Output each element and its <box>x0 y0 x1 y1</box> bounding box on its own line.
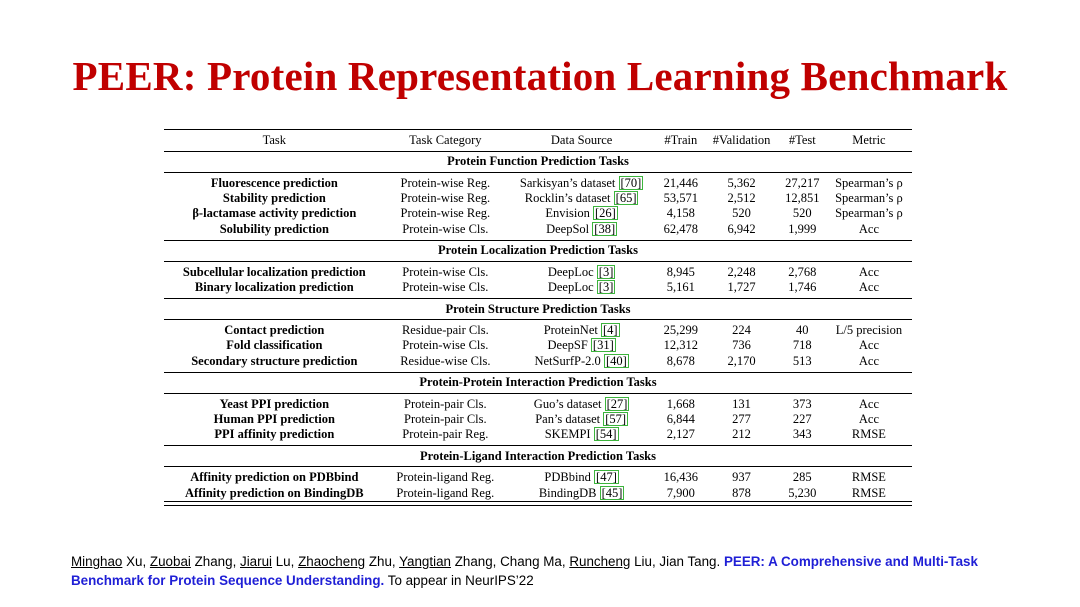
metric-cell: RMSE <box>851 470 886 485</box>
reference-number: 4 <box>607 323 614 338</box>
train-cell: 16,436 <box>663 470 698 485</box>
train-cell: 1,668 <box>666 396 695 411</box>
metric-cell: Acc <box>858 264 879 279</box>
section-title: Protein-Ligand Interaction Prediction Tasks <box>164 446 912 467</box>
citation <box>71 552 1031 590</box>
task-cell: Fold classification <box>226 338 323 353</box>
validation-cell: 520 <box>732 206 751 221</box>
metric-cell: Spearman’s ρ <box>835 206 903 221</box>
train-cell: 53,571 <box>663 191 698 206</box>
data-source-name: PDBbind <box>544 470 591 485</box>
task-cell: Contact prediction <box>224 323 325 338</box>
source-cell <box>506 323 657 338</box>
task-cell: Subcellular localization prediction <box>182 264 366 279</box>
reference-link[interactable]: [27] <box>606 396 628 411</box>
reference-number: 65 <box>619 191 633 206</box>
reference-number: 3 <box>602 280 610 295</box>
citation-venue: To appear in NeurIPS’22 <box>384 573 534 588</box>
source-cell <box>506 176 657 191</box>
source-cell <box>506 486 657 502</box>
metric-cell: Spearman’s ρ <box>835 176 903 190</box>
train-cell: 21,446 <box>663 176 698 190</box>
reference-number: 57 <box>609 412 622 427</box>
data-source-name: Rocklin’s dataset <box>524 191 611 206</box>
reference-link[interactable]: [38] <box>594 221 616 236</box>
table-row <box>164 280 912 295</box>
reference-number: 38 <box>598 221 611 236</box>
test-cell: 1,746 <box>788 280 817 295</box>
column-header-task: Task <box>164 130 385 152</box>
category-cell: Protein-wise Reg. <box>400 206 491 221</box>
test-cell: 5,230 <box>779 486 826 502</box>
reference-link[interactable]: [45] <box>601 485 623 500</box>
author-link[interactable]: Minghao <box>71 554 123 569</box>
reference-number: 54 <box>599 427 613 442</box>
data-source-name: DeepLoc <box>547 264 594 279</box>
author-text: Zhu, <box>365 554 400 569</box>
test-cell: 27,217 <box>785 176 820 190</box>
validation-cell: 937 <box>732 470 751 485</box>
category-cell: Protein-wise Reg. <box>400 191 491 206</box>
task-cell: Secondary structure prediction <box>191 353 358 368</box>
author-link[interactable]: Jiarui <box>240 554 273 569</box>
author-text: Liu, Jian Tang. <box>630 554 724 569</box>
reference-number: 31 <box>597 338 610 353</box>
data-source-name: Pan’s dataset <box>535 412 601 427</box>
benchmark-table <box>164 129 912 506</box>
test-cell: 285 <box>792 470 812 485</box>
reference-link[interactable]: [31] <box>592 338 614 353</box>
section-header-row <box>164 446 912 467</box>
column-header-validation: #Validation <box>704 130 778 152</box>
data-source-name: BindingDB <box>538 485 597 500</box>
test-cell: 227 <box>792 412 812 427</box>
metric-cell: Acc <box>858 221 879 236</box>
author-text: Zhang, <box>190 554 241 569</box>
train-cell: 8,678 <box>666 353 695 368</box>
metric-cell: Acc <box>858 396 879 411</box>
task-cell: PPI affinity prediction <box>214 427 335 442</box>
train-cell: 4,158 <box>666 206 695 221</box>
source-cell <box>506 397 657 412</box>
source-cell <box>506 354 657 369</box>
author-link[interactable]: Runcheng <box>569 554 631 569</box>
task-cell: Stability prediction <box>222 191 326 206</box>
table-row <box>164 486 912 502</box>
data-source-name: DeepLoc <box>547 280 594 295</box>
metric-cell: Acc <box>858 412 879 427</box>
validation-cell: 878 <box>704 486 778 502</box>
reference-link[interactable]: [57] <box>605 412 627 427</box>
category-cell: Protein-wise Cls. <box>402 264 489 279</box>
metric-cell: RMSE <box>826 486 912 502</box>
author-text: Lu, <box>272 554 299 569</box>
train-cell: 62,478 <box>663 221 698 236</box>
section-header-row <box>164 240 912 261</box>
category-cell: Protein-wise Cls. <box>402 280 489 295</box>
reference-link[interactable]: [47] <box>596 470 617 485</box>
train-cell: 6,844 <box>666 412 695 427</box>
metric-cell: RMSE <box>851 427 886 442</box>
data-source-name: Envision <box>545 206 590 221</box>
author-text: Xu, <box>122 554 150 569</box>
table-row <box>164 222 912 237</box>
reference-link[interactable]: [3] <box>598 280 614 295</box>
validation-cell: 2,512 <box>727 191 756 206</box>
category-cell: Protein-wise Cls. <box>402 221 489 236</box>
table-row <box>164 427 912 442</box>
validation-cell: 212 <box>732 427 751 442</box>
table-row <box>164 265 912 280</box>
reference-number: 45 <box>605 485 619 500</box>
table-row <box>164 176 912 191</box>
validation-cell: 1,727 <box>727 280 756 295</box>
table-row <box>164 412 912 427</box>
task-cell: Human PPI prediction <box>213 412 335 427</box>
data-source-name: DeepSF <box>547 338 588 353</box>
category-cell: Protein-wise Cls. <box>402 338 489 353</box>
task-cell: β-lactamase activity prediction <box>192 206 357 221</box>
author-link[interactable]: Zhaocheng <box>298 554 366 569</box>
reference-number: 70 <box>624 176 638 190</box>
data-source-name: Guo’s dataset <box>533 396 602 411</box>
table-row <box>164 354 912 369</box>
validation-cell: 224 <box>732 323 751 338</box>
reference-link[interactable]: [65] <box>615 191 637 206</box>
source-cell <box>506 427 657 442</box>
metric-cell: Acc <box>858 353 879 368</box>
reference-number: 27 <box>610 396 624 411</box>
section-title: Protein Function Prediction Tasks <box>164 152 912 173</box>
metric-cell: Acc <box>858 280 879 295</box>
reference-link[interactable]: [40] <box>605 353 627 368</box>
column-header-train: #Train <box>657 130 704 152</box>
test-cell: 718 <box>792 338 812 353</box>
reference-number: 3 <box>602 264 610 279</box>
reference-link[interactable]: [3] <box>598 264 614 279</box>
category-cell: Protein-ligand Reg. <box>396 470 495 485</box>
reference-link[interactable]: [26] <box>595 206 616 221</box>
category-cell: Protein-pair Reg. <box>402 427 489 442</box>
validation-cell: 6,942 <box>727 221 756 236</box>
test-cell: 2,768 <box>788 264 817 279</box>
task-cell: Affinity prediction on BindingDB <box>164 486 385 502</box>
task-cell: Binary localization prediction <box>194 280 354 295</box>
validation-cell: 131 <box>732 396 751 411</box>
data-source-name: ProteinNet <box>543 323 598 338</box>
train-cell: 2,127 <box>666 427 695 442</box>
author-link[interactable]: Yangtian <box>399 554 451 569</box>
metric-cell: Acc <box>858 338 879 353</box>
test-cell: 373 <box>792 396 812 411</box>
data-source-name: SKEMPI <box>544 427 591 442</box>
metric-cell: L/5 precision <box>835 323 903 338</box>
table-row <box>164 397 912 412</box>
category-cell: Protein-pair Cls. <box>404 412 487 427</box>
author-text: Zhang, Chang Ma, <box>450 554 570 569</box>
task-cell: Solubility prediction <box>219 221 329 236</box>
reference-number: 40 <box>610 353 623 368</box>
section-title: Protein-Protein Interaction Prediction Tasks <box>164 372 912 393</box>
test-cell: 513 <box>792 353 812 368</box>
author-link[interactable]: Zuobai <box>149 554 191 569</box>
test-cell: 40 <box>796 323 809 338</box>
train-cell: 5,161 <box>666 280 695 295</box>
table-body <box>164 152 912 506</box>
category-cell: Protein-pair Cls. <box>404 396 487 411</box>
train-cell: 12,312 <box>663 338 698 353</box>
validation-cell: 277 <box>732 412 751 427</box>
citation-authors <box>71 554 724 569</box>
task-cell: Yeast PPI prediction <box>219 396 330 411</box>
category-cell: Protein-ligand Reg. <box>385 486 506 502</box>
data-source-name: DeepSol <box>546 221 590 236</box>
reference-link[interactable]: [70] <box>620 176 642 190</box>
table-row <box>164 470 912 485</box>
column-header-test: #Test <box>779 130 826 152</box>
category-cell: Residue-pair Cls. <box>401 323 489 338</box>
validation-cell: 2,170 <box>727 353 756 368</box>
source-cell <box>506 191 657 206</box>
train-cell: 25,299 <box>663 323 698 338</box>
category-cell: Residue-wise Cls. <box>400 353 491 368</box>
category-cell: Protein-wise Reg. <box>400 176 491 190</box>
task-cell: Affinity prediction on PDBbind <box>190 470 359 485</box>
section-title: Protein Structure Prediction Tasks <box>164 299 912 320</box>
train-cell: 8,945 <box>666 264 695 279</box>
test-cell: 520 <box>792 206 812 221</box>
source-cell <box>506 338 657 353</box>
table-row <box>164 323 912 338</box>
table-row <box>164 191 912 206</box>
metric-cell: Spearman’s ρ <box>835 191 903 206</box>
source-cell <box>506 470 657 485</box>
section-title: Protein Localization Prediction Tasks <box>164 240 912 261</box>
section-header-row <box>164 152 912 173</box>
reference-link[interactable]: [4] <box>602 323 618 338</box>
validation-cell: 736 <box>732 338 751 353</box>
validation-cell: 2,248 <box>727 264 756 279</box>
reference-number: 47 <box>600 470 613 485</box>
table-row <box>164 338 912 353</box>
table-row <box>164 206 912 221</box>
source-cell <box>506 206 657 221</box>
page-title: PEER: Protein Representation Learning Benchmark <box>72 53 1008 99</box>
test-cell: 12,851 <box>785 191 820 206</box>
source-cell <box>506 265 657 280</box>
test-cell: 1,999 <box>788 221 817 236</box>
data-source-name: NetSurfP-2.0 <box>534 353 601 368</box>
section-header-row <box>164 299 912 320</box>
column-header-source: Data Source <box>506 130 657 152</box>
reference-number: 26 <box>599 206 612 221</box>
data-source-name: Sarkisyan’s dataset <box>519 176 616 190</box>
task-cell: Fluorescence prediction <box>210 176 338 190</box>
citation-paper-title: PEER: A Comprehensive and Multi-Task Benchmark for Protein Sequence Understanding. <box>71 554 978 588</box>
validation-cell: 5,362 <box>727 176 756 190</box>
section-header-row <box>164 372 912 393</box>
reference-link[interactable]: [54] <box>595 427 617 442</box>
test-cell: 343 <box>792 427 812 442</box>
column-header-metric: Metric <box>826 130 912 152</box>
source-cell <box>506 280 657 295</box>
train-cell: 7,900 <box>657 486 704 502</box>
source-cell <box>506 222 657 237</box>
table-header-row <box>164 130 912 152</box>
column-header-category: Task Category <box>385 130 506 152</box>
source-cell <box>506 412 657 427</box>
